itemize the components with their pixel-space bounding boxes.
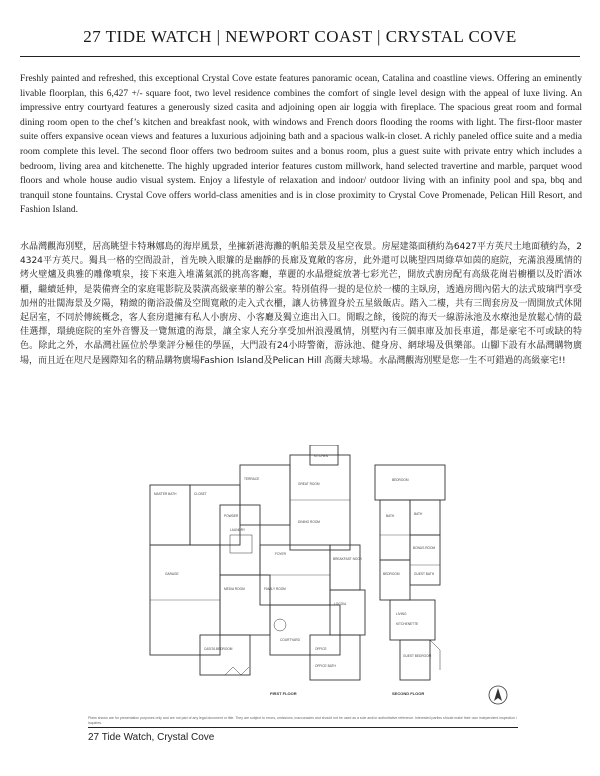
room-label: BREAKFAST NOOK [333,557,362,561]
room-label: BEDROOM [383,572,400,576]
room-label: OFFICE [315,647,327,651]
room-label: GUEST BEDROOM [403,654,432,658]
room-label: LOGGIA [334,602,347,606]
room-label: TERRACE [244,477,260,481]
room-label: DINING ROOM [298,520,320,524]
room-label: BONUS ROOM [413,546,436,550]
room-labels [154,454,435,668]
header-rule [20,56,580,57]
room-label: POWDER [224,514,239,518]
room-label: FAMILY ROOM [264,587,286,591]
room-label: BATH [414,512,423,516]
floor-plan [130,445,520,715]
room-label: CLOSET [194,492,207,496]
room-label: MEDIA ROOM [224,587,245,591]
room-label: COURTYARD [280,638,300,642]
room-label: KITCHEN [314,454,328,458]
room-label: LIVING [396,612,407,616]
room-label: CASITA BEDROOM [204,647,233,651]
footer-rule [88,727,518,728]
room-label: GARAGE [165,572,179,576]
footer-caption: 27 Tide Watch, Crystal Cove [88,732,215,743]
room-label: BEDROOM [392,478,409,482]
second-floor-label: SECOND FLOOR [392,691,425,696]
room-label: GUEST BATH [414,572,435,576]
room-label: GREAT ROOM [298,482,320,486]
north-arrow-icon [489,686,507,704]
room-label: MASTER BATH [154,492,177,496]
room-label: BATH [386,514,395,518]
description-chinese: 水晶灣觀海別墅，居高眺望卡特琳娜島的海岸風景，坐擁新港海灘的帆船美景及星空夜景。房屋建築面積約為6427平方英尺土地面積約為，24324平方英尺。獨具一格的空間設計，首先映入眼簾的是幽靜的長廊及寬敞的客房，此外還可以眺望四周綠草如茵的庭院，充滿浪漫風情的烤火壁爐及典雅的雕像噴泉，接下來進入堆滿氣派的挑高客廳，華麗的水晶燈綻放著七彩光芒，開放式廚房配有高級花崗岩櫥櫃以及貯酒冰櫃，繼續延伸，是裝備齊全的家庭電影院及裝潢高級豪華的辦公室。特別值得一提的是位於一樓的主臥房，透過房間內偌大的法式玻璃門享受加州的壯闊海景及夕陽，精緻的衛浴設備及空間寬敞的走入式衣櫃，讓人彷彿置身於五星級飯店。踏入二樓，共有三間套房及一間開放式休閒起居室，不同於傳統概念，客人套房還擁有私人小廚房、小客廳及獨立進出入口。閒暇之餘，後院的海天一線游泳池及水療池是放鬆心情的最佳選擇，環繞庭院的室外音響及一覽無遺的海景，讓全家人充分享受加州浪漫風情，別墅內有三個車庫及加長車道，都是豪宅不可或缺的特色。除此之外，水晶灣社區位於學業評分極佳的學區，大門設有24小時警衛，游泳池、健身房、網球場及俱樂部。山腳下設有水晶灣購物廣場，而且近在咫尺是國際知名的精品購物廣場Fashion Island及Pelican Hill 高爾夫球場。水晶灣觀海別墅是您一生不可錯過的高級豪宅!! [20,242,582,366]
first-floor-label: FIRST FLOOR [270,691,297,696]
room-label: KITCHENETTE [396,622,419,626]
disclaimer-text: Plans shown are for presentation purposes only and are not part of any legal document or title. They are subject to errors, omissions, inaccuracies and should not be used as a sole and/or authoritative reference. Interested parties should make their own independent inspection / inquiries. [88,716,517,725]
page-title: 27 TIDE WATCH | NEWPORT COAST | CRYSTAL COVE [83,27,517,46]
room-label: OFFICE BATH [315,664,336,668]
description-english: Freshly painted and refreshed, this exceptional Crystal Cove estate features panoramic ocean, Catalina and coastline views. Offering an eminently livable floorplan, this 6,427 +/- square foot, two level residence combines the comfort of single level design with the appeal of luxe living. An impressive entry courtyard features a generously sized casita and adjoining open air loggia with fireplace. The spacious great room and formal dining room open to the chef’s kitchen and breakfast nook, with windows and French doors flooding the rooms with light. The first-floor master suite offers expansive ocean views and features a luxurious adjoining bath and a spacious walk-in closet. A richly paneled office suite and a media room complete this level. The second floor offers two bedroom suites and a bonus room, plus a guest suite with private entry which includes a bedroom, living area and kitchenette. The highly upgraded interior features custom millwork, hand selected travertine and marble, parquet wood floors and whole house audio visual system. Enjoy a lifestyle of relaxation and indoor/ outdoor living with an infinity pool and spa, bbq and tranquil stone fountains. Crystal Cove offers world-class amenities and is in close proximity to Crystal Cove Promenade, Pelican Hill Resort, and Fashion Island. [20,74,582,216]
room-label: LAUNDRY [230,528,246,532]
room-label: FOYER [275,552,286,556]
